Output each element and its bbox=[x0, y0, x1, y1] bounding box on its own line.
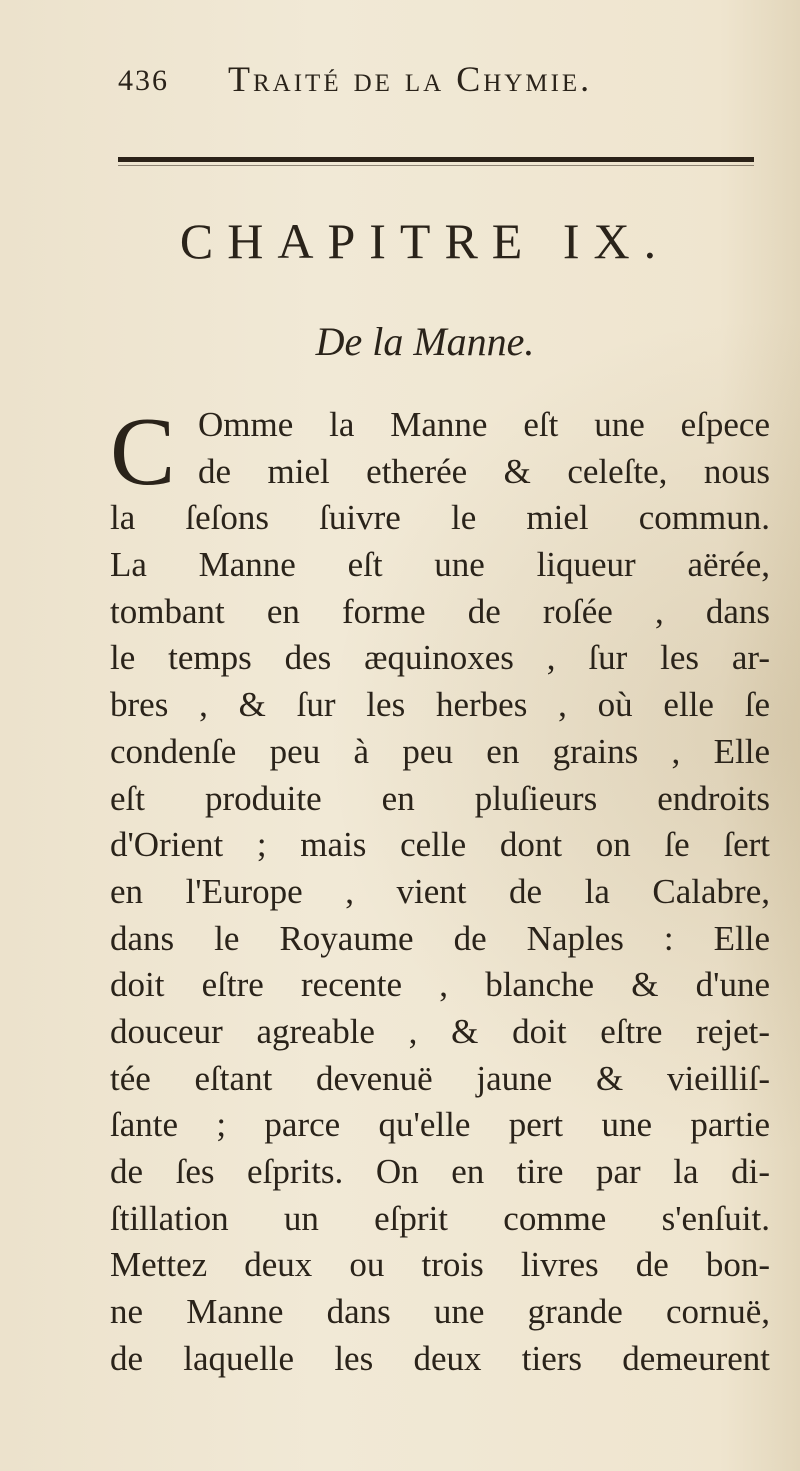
text-line: dans le Royaume de Naples : Elle bbox=[110, 918, 770, 958]
text-line: tée eſtant devenuë jaune & vieilliſ- bbox=[110, 1058, 770, 1098]
body-text bbox=[110, 398, 770, 1382]
text-line: la ſeſons ſuivre le miel commun. bbox=[110, 498, 770, 538]
text-line: Mettez deux ou trois livres de bon- bbox=[110, 1245, 770, 1285]
text-line: La Manne eſt une liqueur aërée, bbox=[110, 545, 770, 585]
text-line: ſtillation un eſprit comme s'enſuit. bbox=[110, 1198, 770, 1238]
text-line: Omme la Manne eſt une eſpece bbox=[198, 405, 770, 444]
text-line: doit eſtre recente , blanche & d'une bbox=[110, 965, 770, 1005]
text-line: ne Manne dans une grande cornuë, bbox=[110, 1292, 770, 1332]
chapter-subtitle: De la Manne. bbox=[315, 319, 535, 364]
text-line: tombant en forme de roſée , dans bbox=[110, 591, 770, 631]
text-line: d'Orient ; mais celle dont on ſe ſert bbox=[110, 825, 770, 865]
text-line: eſt produite en pluſieurs endroits bbox=[110, 778, 770, 818]
text-line: bres , & ſur les herbes , où elle ſe bbox=[110, 685, 770, 725]
text-line: douceur agreable , & doit eſtre rejet- bbox=[110, 1011, 770, 1051]
text-line: de ſes eſprits. On en tire par la di- bbox=[110, 1152, 770, 1191]
text-line: condenſe peu à peu en grains , Elle bbox=[110, 731, 770, 771]
header-rule bbox=[118, 157, 754, 162]
text-line: le temps des æquinoxes , ſur les ar- bbox=[110, 638, 770, 678]
drop-cap: C bbox=[110, 398, 176, 506]
text-line: ſante ; parce qu'elle pert une partie bbox=[110, 1105, 770, 1145]
text-line: de laquelle les deux tiers demeurent bbox=[110, 1338, 770, 1378]
text-line: de miel etherée & celeſte, nous bbox=[198, 451, 770, 491]
page-header bbox=[118, 56, 718, 116]
running-title: Traité de la Chymie. bbox=[228, 59, 593, 99]
text-line: en l'Europe , vient de la Calabre, bbox=[110, 871, 770, 911]
page-number: 436 bbox=[118, 64, 169, 97]
chapter-heading: CHAPITRE IX. bbox=[179, 213, 671, 269]
